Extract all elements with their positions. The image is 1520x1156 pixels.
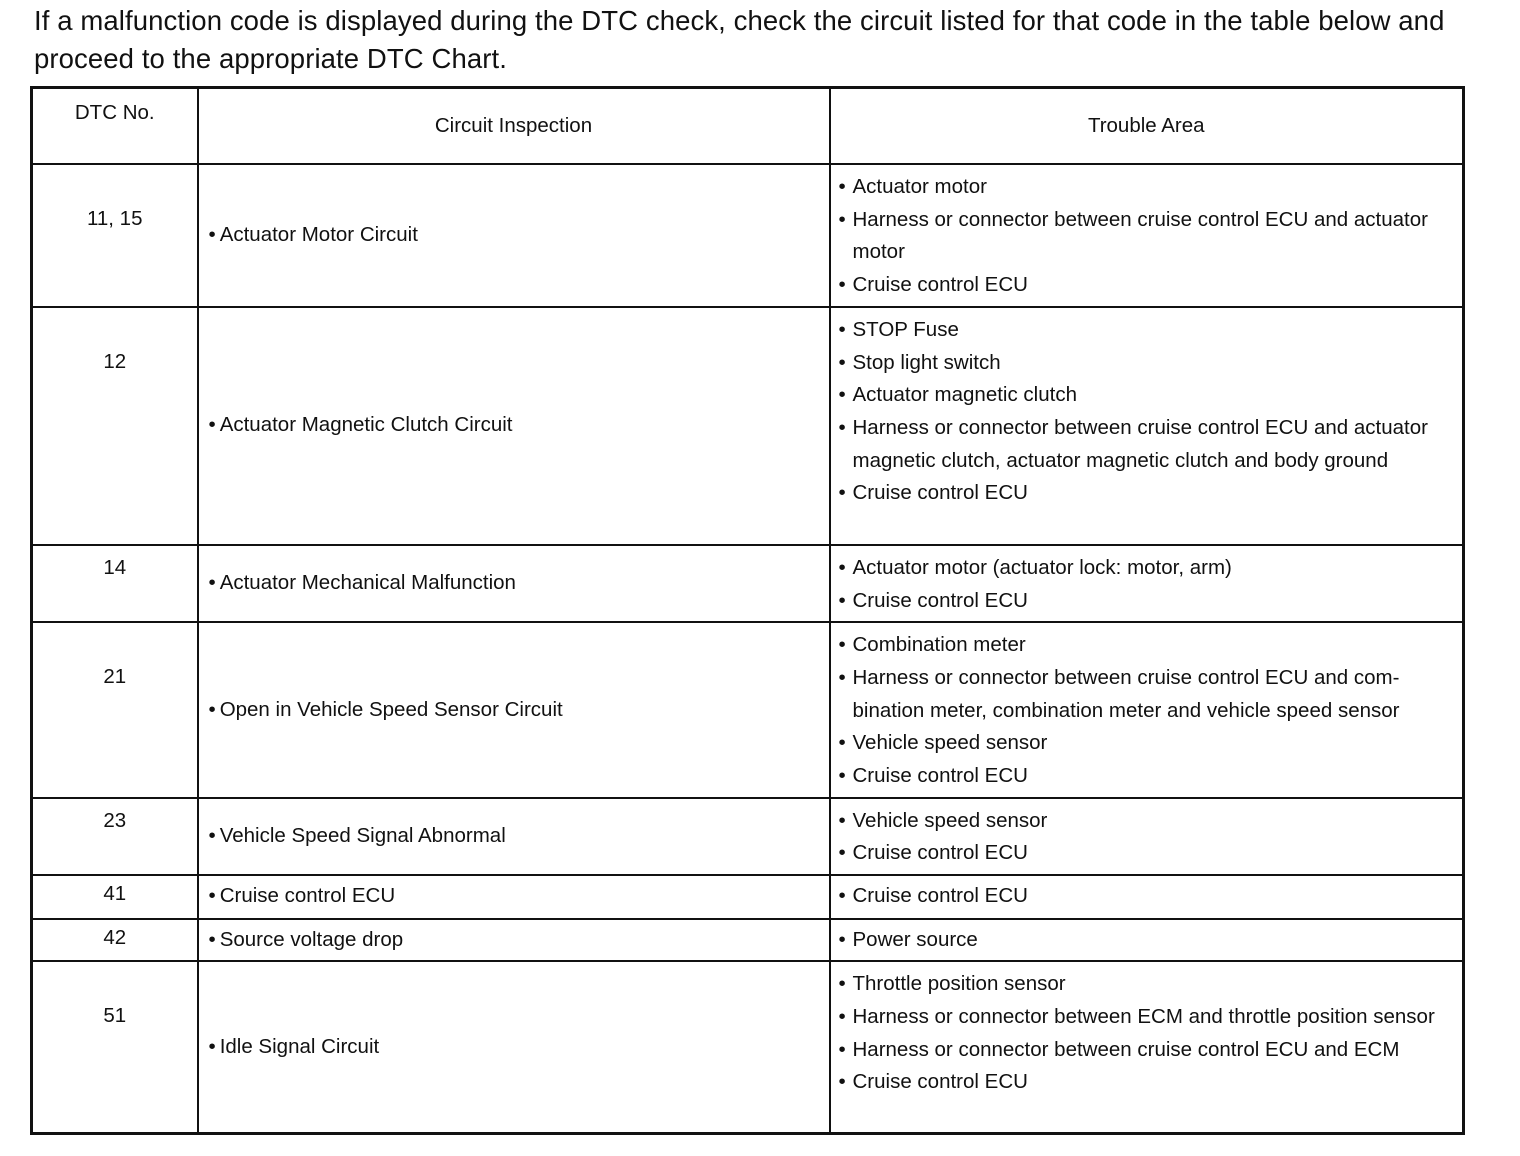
circuit-inspection-cell	[198, 307, 830, 545]
trouble-area-cell	[830, 798, 1464, 875]
circuit-inspection-text: Vehicle Speed Signal Abnormal	[219, 824, 506, 848]
table-row	[32, 798, 1464, 875]
trouble-area-list	[839, 805, 1455, 870]
dtc-number: 41	[32, 875, 198, 919]
dtc-number: 11, 15	[32, 164, 198, 307]
trouble-area-cell	[830, 545, 1464, 622]
trouble-area-list	[839, 968, 1455, 1099]
bullet: •	[208, 571, 216, 595]
dtc-number: 12	[32, 307, 198, 545]
trouble-area-cell	[830, 307, 1464, 545]
trouble-area-cell	[830, 919, 1464, 961]
trouble-area-item: • Cruise control ECU	[839, 880, 1455, 913]
circuit-inspection-text: Actuator Magnetic Clutch Circuit	[219, 413, 513, 437]
trouble-area-item: • Harness or connector between cruise control ECU and actuator motor	[839, 204, 1455, 269]
trouble-area-item: • Cruise control ECU	[839, 837, 1455, 870]
trouble-area-list	[839, 314, 1455, 510]
dtc-number: 51	[32, 961, 198, 1133]
table-header-row	[32, 88, 1464, 165]
circuit-inspection-cell	[198, 875, 830, 919]
trouble-area-item: • Actuator motor (actuator lock: motor, arm)	[839, 552, 1455, 585]
circuit-inspection-text: Source voltage drop	[219, 928, 404, 952]
trouble-area-item: • Combination meter	[839, 629, 1455, 662]
bullet: •	[208, 413, 216, 437]
circuit-inspection-cell	[198, 919, 830, 961]
trouble-area-item: • Harness or connector between cruise control ECU and com-bination meter, combination meter and vehicle speed sensor	[839, 662, 1455, 727]
table-row	[32, 164, 1464, 307]
circuit-inspection-cell	[198, 961, 830, 1133]
circuit-inspection-cell	[198, 164, 830, 307]
trouble-area-list	[839, 629, 1455, 793]
circuit-inspection-text: Actuator Mechanical Malfunction	[219, 571, 516, 595]
header-circuit-inspection: Circuit Inspection	[198, 88, 830, 165]
bullet: •	[208, 884, 216, 908]
dtc-number: 14	[32, 545, 198, 622]
trouble-area-item: • Cruise control ECU	[839, 585, 1455, 618]
bullet: •	[208, 824, 216, 848]
intro-paragraph: If a malfunction code is displayed during the DTC check, check the circuit listed for that code in the table below and proceed to the appropriate DTC Chart.	[34, 5, 1445, 74]
dtc-number: 42	[32, 919, 198, 961]
trouble-area-item: • Harness or connector between cruise control ECU and actuator magnetic clutch, actuator magnetic clutch and body ground	[839, 412, 1455, 477]
trouble-area-item: • Cruise control ECU	[839, 1066, 1455, 1099]
trouble-area-item: • Harness or connector between ECM and throttle position sensor	[839, 1001, 1455, 1034]
trouble-area-list	[839, 171, 1455, 302]
dtc-number: 21	[32, 622, 198, 798]
header-dtc-no: DTC No.	[32, 88, 198, 165]
trouble-area-item: • Cruise control ECU	[839, 477, 1455, 510]
circuit-inspection-text: Idle Signal Circuit	[219, 1034, 380, 1058]
circuit-inspection-cell	[198, 545, 830, 622]
circuit-inspection-text: Actuator Motor Circuit	[219, 223, 418, 247]
bullet: •	[208, 223, 216, 247]
trouble-area-item: • Stop light switch	[839, 347, 1455, 380]
trouble-area-list	[839, 880, 1455, 913]
trouble-area-item: • Cruise control ECU	[839, 760, 1455, 793]
table-row	[32, 875, 1464, 919]
table-body	[32, 164, 1464, 1133]
dtc-table	[30, 86, 1465, 1135]
bullet: •	[208, 928, 216, 952]
bullet: •	[208, 697, 216, 721]
circuit-inspection-cell	[198, 798, 830, 875]
table-row	[32, 961, 1464, 1133]
trouble-area-cell	[830, 164, 1464, 307]
trouble-area-item: • Power source	[839, 924, 1455, 957]
bullet: •	[208, 1034, 216, 1058]
table-row	[32, 919, 1464, 961]
circuit-inspection-text: Cruise control ECU	[219, 884, 396, 908]
trouble-area-cell	[830, 961, 1464, 1133]
trouble-area-item: • Actuator magnetic clutch	[839, 379, 1455, 412]
trouble-area-item: • Actuator motor	[839, 171, 1455, 204]
trouble-area-list	[839, 924, 1455, 957]
trouble-area-cell	[830, 875, 1464, 919]
table-row	[32, 545, 1464, 622]
trouble-area-list	[839, 552, 1455, 617]
table-row	[32, 307, 1464, 545]
circuit-inspection-cell	[198, 622, 830, 798]
trouble-area-item: • Throttle position sensor	[839, 968, 1455, 1001]
trouble-area-item: • Harness or connector between cruise control ECU and ECM	[839, 1034, 1455, 1067]
circuit-inspection-text: Open in Vehicle Speed Sensor Circuit	[219, 697, 563, 721]
trouble-area-item: • Vehicle speed sensor	[839, 727, 1455, 760]
dtc-number: 23	[32, 798, 198, 875]
header-trouble-area: Trouble Area	[830, 88, 1464, 165]
trouble-area-cell	[830, 622, 1464, 798]
trouble-area-item: • Vehicle speed sensor	[839, 805, 1455, 838]
trouble-area-item: • STOP Fuse	[839, 314, 1455, 347]
table-row	[32, 622, 1464, 798]
trouble-area-item: • Cruise control ECU	[839, 269, 1455, 302]
